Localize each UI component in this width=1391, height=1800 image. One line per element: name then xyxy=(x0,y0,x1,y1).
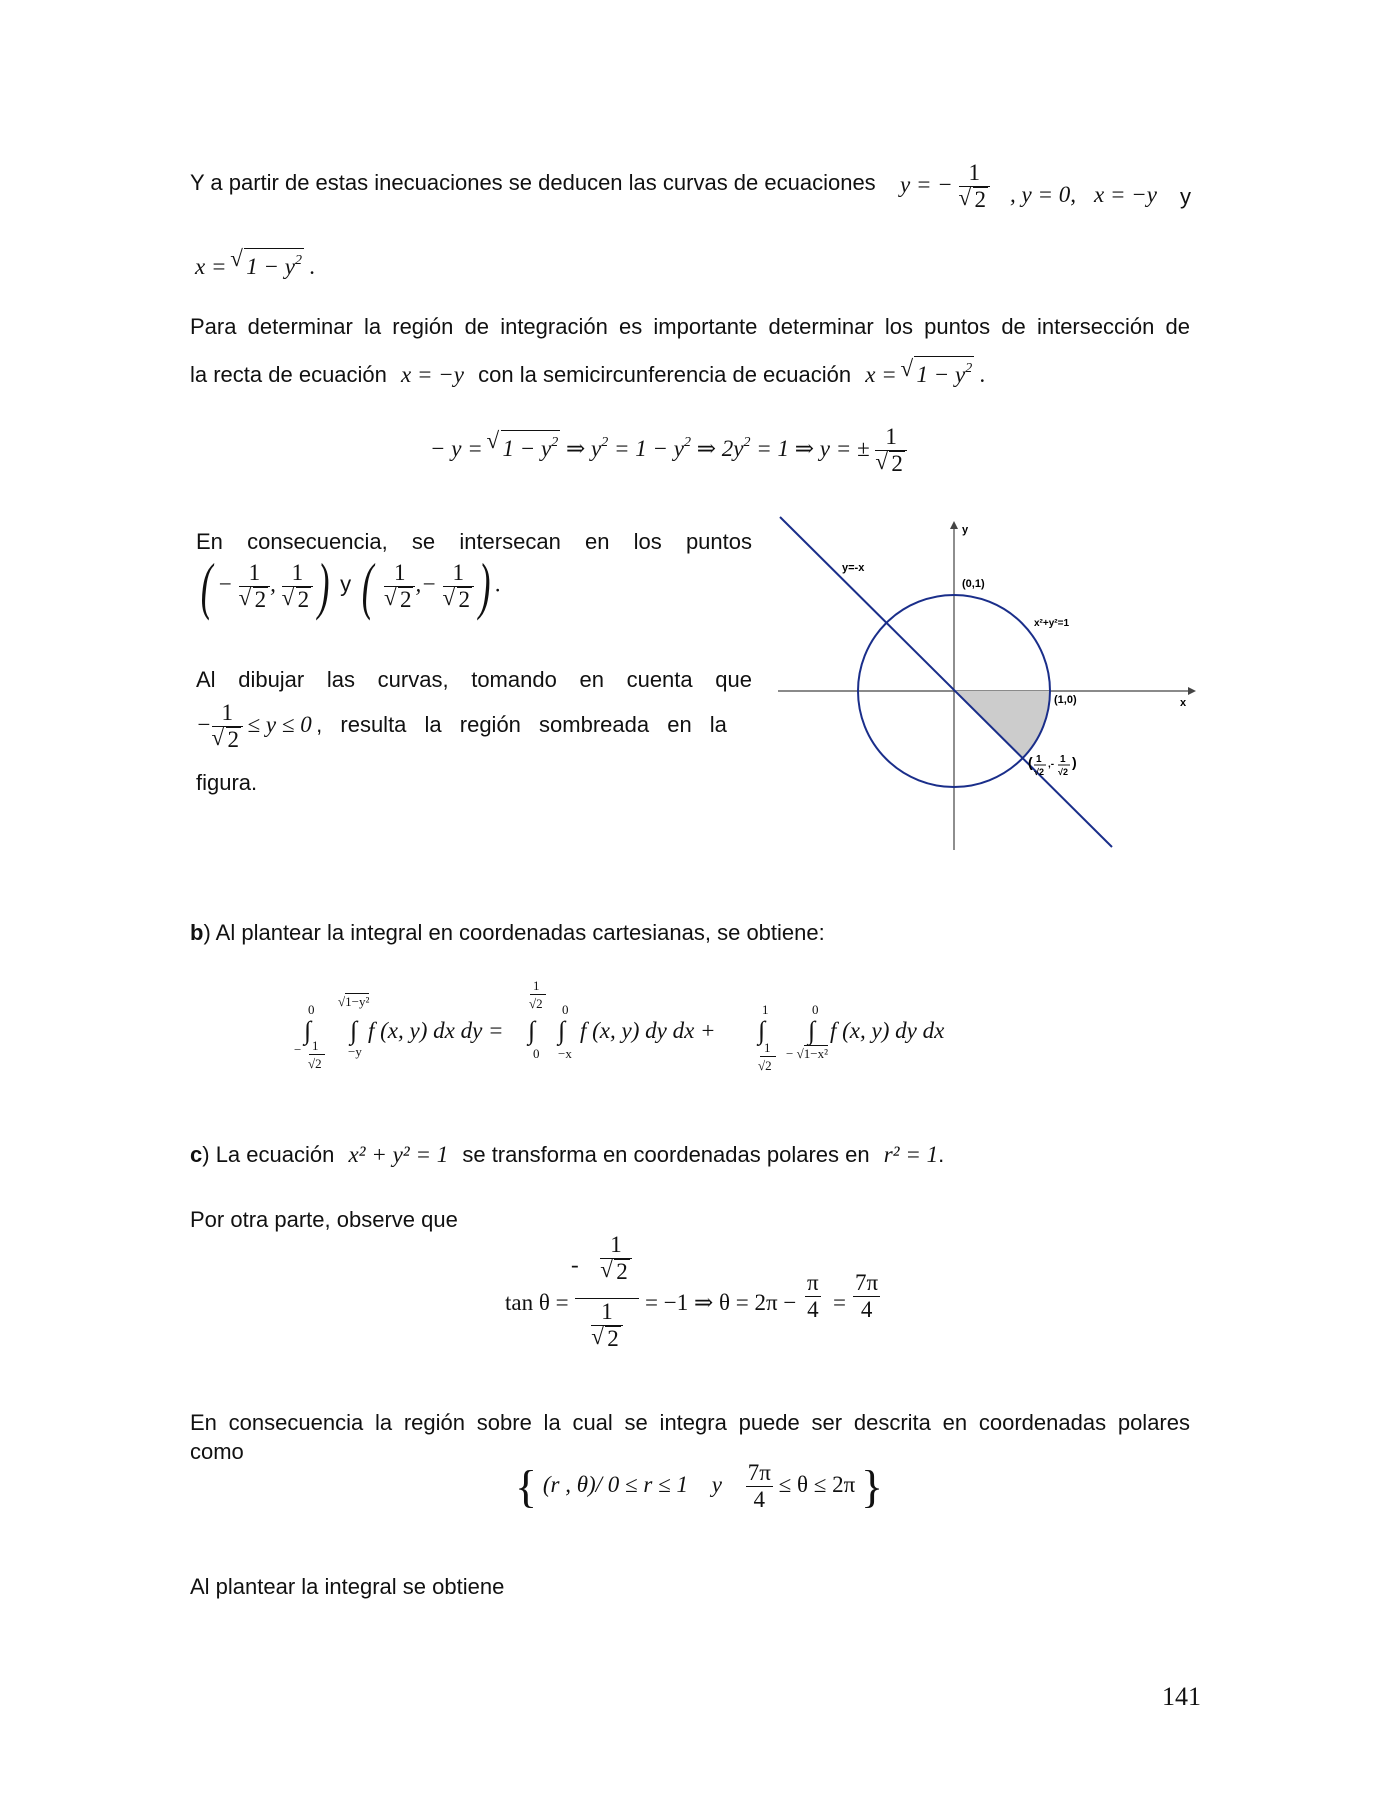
page-number: 141 xyxy=(1162,1682,1201,1711)
region-set: { (r , θ)/ 0 ≤ r ≤ 1 y $\frac{7\pi}{4}$ ≤ θ ≤ 2π } xyxy=(515,1460,884,1512)
label-1-0: (1,0) xyxy=(1054,694,1077,706)
part-c-eq2: r² = 1 xyxy=(883,1142,939,1167)
label-intersection-point xyxy=(1028,754,1077,777)
label-x: x xyxy=(1180,697,1187,709)
svg-text:√2: √2 xyxy=(1034,767,1044,777)
part-b-integral: 0 ∫ − 1 √2 √1−y² ∫ −y f (x, y) dx dy = 1 √2 ∫ 0 0 ∫ −x f (x, y) dy dx + 1 ∫ 1 √2 0 ∫ − √1−x² f (x, y) dy dx xyxy=(294,978,945,1073)
svg-text:√2: √2 xyxy=(1058,767,1068,777)
region-figure xyxy=(770,515,1200,855)
para1-and: y xyxy=(1180,184,1191,209)
para2-eq-circle: x = √ $1 - y^2$ . xyxy=(865,362,985,387)
label-line: y=-x xyxy=(842,562,865,574)
para1-eq2: , y = 0, xyxy=(1010,182,1076,207)
svg-text:): ) xyxy=(1072,754,1077,770)
tan-equation: tan θ = - 1 √ 2 1 √ 2 = −1 ⇒ θ = 2π − $\frac{\pi}{4}$ = $\frac{7\pi}{4}$ xyxy=(505,1232,905,1372)
y-axis-arrow xyxy=(950,521,958,529)
svg-text:1: 1 xyxy=(1060,754,1066,765)
svg-text:,-: ,- xyxy=(1048,759,1055,770)
part-c-eq1: x² + y² = 1 xyxy=(348,1142,449,1167)
drawing-line1: Al dibujar las curvas, tomando en cuenta que xyxy=(196,667,752,692)
final-text: Al plantear la integral se obtiene xyxy=(190,1574,505,1599)
axes xyxy=(778,521,1196,850)
para1-text: Y a partir de estas inecuaciones se deducen las curvas de ecuaciones xyxy=(190,170,876,195)
para2-line1: Para determinar la región de integración es importante determinar los puntos de intersección de xyxy=(190,314,1190,339)
part-b-text: b) Al plantear la integral en coordenadas cartesianas, se obtiene: xyxy=(190,920,825,945)
label-y: y xyxy=(962,524,969,536)
drawing-line3: figura. xyxy=(196,770,258,795)
observe-text: Por otra parte, observe que xyxy=(190,1207,458,1232)
intersect-text: En consecuencia, se intersecan en los puntos xyxy=(196,529,752,554)
para1-eq1: y = − 1 √ 2 xyxy=(900,160,990,213)
region-text-line2: como xyxy=(190,1439,244,1464)
region-text-line1: En consecuencia la región sobre la cual se integra puede ser descrita en coordenadas polares xyxy=(190,1410,1190,1435)
label-0-1: (0,1) xyxy=(962,578,985,590)
svg-text:1: 1 xyxy=(1036,754,1042,765)
para2-eq-line: x = −y xyxy=(401,362,464,387)
drawing-line2: − 1 √ 2 ≤ y ≤ 0 , resulta la región sombreada en la xyxy=(196,700,752,753)
svg-text:(: ( xyxy=(1028,754,1033,770)
label-circle: x²+y²=1 xyxy=(1034,618,1070,629)
derivation-equation: − y = √ $1 - y^2$ ⇒ $y^2 = 1 - y^2$ ⇒ $2y^2 = 1$ ⇒ y = ± 1 √ 2 xyxy=(430,424,907,477)
x-axis-arrow xyxy=(1188,687,1196,695)
para1-eq4: x = √ $1 - y^2$ . xyxy=(195,248,315,280)
line-y-neg-x xyxy=(780,517,1112,847)
intersect-points: ( − 1 √ 2 , 1 √ 2 ) y ( 1 √ 2 ,− 1 √ 2 ) . xyxy=(196,556,501,616)
para2-line2: la recta de ecuación x = −y con la semicircunferencia de ecuación x = √ $1 - y^2$ . xyxy=(190,356,986,390)
part-c-text: c) La ecuación x² + y² = 1 se transforma en coordenadas polares en r² = 1. xyxy=(190,1142,945,1167)
para1-eq3: x = −y xyxy=(1094,182,1157,207)
eq1-fraction: 1 √ 2 xyxy=(959,160,991,213)
shaded-region xyxy=(954,691,1050,759)
